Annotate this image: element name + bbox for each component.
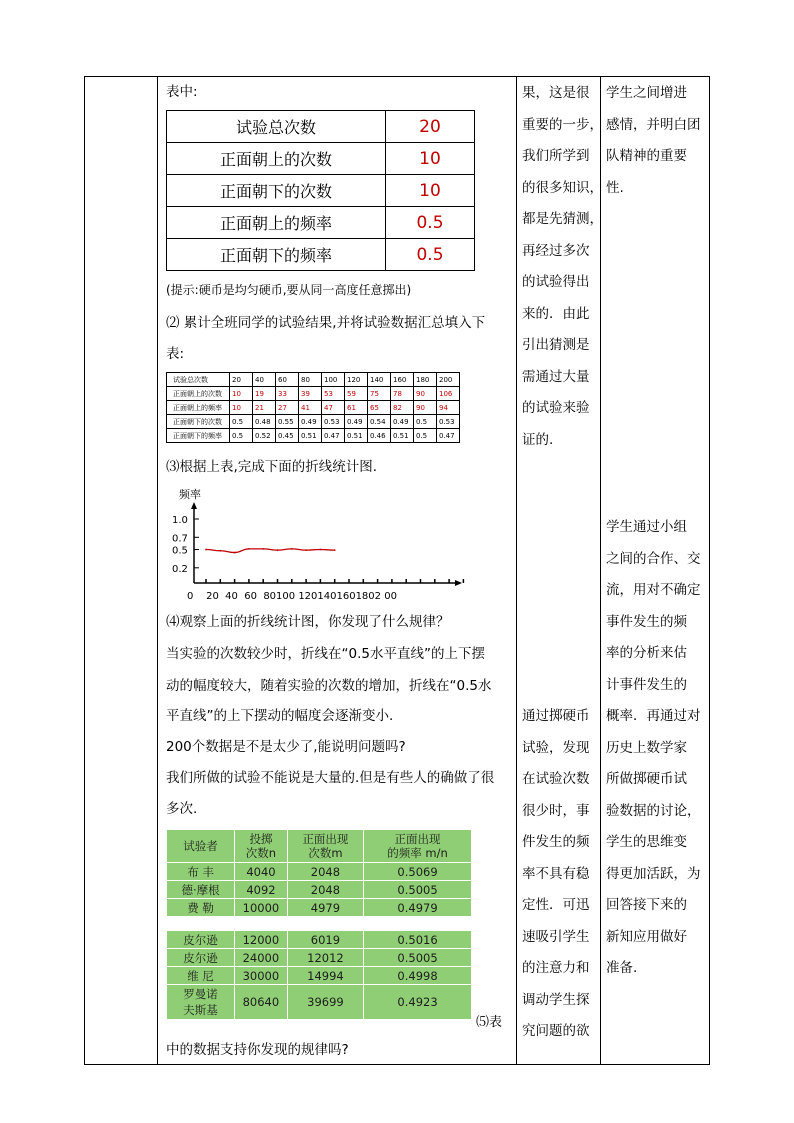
table-cell: 60 xyxy=(276,373,299,387)
table-row xyxy=(167,207,475,239)
text-line: 率不具有稳 xyxy=(522,865,590,882)
table-cell: 4979 xyxy=(287,899,363,917)
table-cell: 布 丰 xyxy=(167,863,235,881)
text-line: 再经过多次 xyxy=(522,242,590,259)
table-row xyxy=(167,863,472,881)
table-cell: 0.5 xyxy=(414,429,437,443)
text-line: 所做掷硬币试 xyxy=(606,771,687,787)
table-cell: 90 xyxy=(414,401,437,415)
text-line: 之间的合作、交 xyxy=(606,550,701,567)
text-line: 需通过大量 xyxy=(522,368,590,385)
row-label: 正面朝上的次数 xyxy=(167,387,230,401)
text-line: 的很多知识， xyxy=(522,179,603,196)
y-tick-label: 0.5 xyxy=(172,545,188,557)
table-cell: 罗曼诺 夫斯基 xyxy=(167,985,235,1020)
table-cell: 33 xyxy=(276,387,299,401)
text-line: 在试验次数 xyxy=(522,771,590,787)
data-point xyxy=(219,550,221,552)
table-cell: 正面朝下的频率 xyxy=(167,239,386,271)
table-cell: 0.49 xyxy=(299,415,322,429)
table-row xyxy=(167,429,460,443)
table-cell: 正面朝上的频率 xyxy=(167,207,386,239)
table-cell: 0.5016 xyxy=(364,931,472,949)
text-line: 学生通过小组 xyxy=(606,519,687,535)
intro-text: 表中: xyxy=(166,84,198,100)
table-cell: 12012 xyxy=(287,949,363,967)
paragraph-2: 200个数据是不是太少了,能说明问题吗? xyxy=(166,739,406,755)
text-line: 都是先猜测， xyxy=(522,211,603,227)
table-cell: 39699 xyxy=(287,985,363,1020)
table-border-left xyxy=(84,76,85,1065)
text-line: 的试验得出 xyxy=(522,274,590,290)
table-cell: 0.45 xyxy=(276,429,299,443)
question-4: ⑷观察上面的折线统计图，你发现了什么规律？ xyxy=(166,614,450,630)
table-row xyxy=(167,881,472,899)
table-cell: 20 xyxy=(386,111,475,143)
design-intent-block-2 xyxy=(522,701,590,1048)
table-cell: 10000 xyxy=(235,899,288,917)
table-cell: 47 xyxy=(322,401,345,415)
table-cell: 80 xyxy=(299,373,322,387)
table-cell: 0.53 xyxy=(437,415,460,429)
text-line: 我们所学到 xyxy=(522,148,590,164)
table-cell: 41 xyxy=(299,401,322,415)
y-tick-label: 1.0 xyxy=(172,515,188,526)
table-cell: 75 xyxy=(368,387,391,401)
text-line: 重要的一步， xyxy=(522,116,603,133)
text-line: 学生之间增进 xyxy=(606,85,687,101)
table-row xyxy=(167,143,475,175)
data-point xyxy=(305,549,307,551)
table-cell: 21 xyxy=(253,401,276,415)
text-line: 试验，发现 xyxy=(522,739,590,756)
table-bottom-border xyxy=(84,1064,710,1065)
table-cell: 94 xyxy=(437,401,460,415)
table-cell: 0.5 xyxy=(386,207,475,239)
text-line: 学生的思维变 xyxy=(606,834,687,850)
text-line: 计事件发生的 xyxy=(606,676,687,693)
text-line: 回答接下来的 xyxy=(606,897,687,913)
student-activity-block-1 xyxy=(606,78,701,204)
table-row xyxy=(167,111,475,143)
data-point xyxy=(205,549,207,551)
text-line: 定性．可迅 xyxy=(522,897,590,913)
text-line: 事件发生的频 xyxy=(606,613,687,630)
table-cell: 40 xyxy=(253,373,276,387)
paragraph-1-line1: 当实验的次数较少时，折线在“0.5水平直线”的上下摆 xyxy=(166,646,485,662)
table-cell: 4040 xyxy=(235,863,288,881)
text-line: 概率．再通过对 xyxy=(606,708,701,724)
table-cell: 0.52 xyxy=(253,429,276,443)
table-cell: 10 xyxy=(230,401,253,415)
text-line: 新知应用做好 xyxy=(606,928,687,945)
table-cell: 0.49 xyxy=(345,415,368,429)
table-cell: 0.47 xyxy=(322,429,345,443)
text-line: 件发生的频 xyxy=(522,834,590,850)
data-point xyxy=(262,548,264,550)
table-cell: 0.5 xyxy=(230,415,253,429)
table-cell: 39 xyxy=(299,387,322,401)
table-cell: 10 xyxy=(230,387,253,401)
table-row xyxy=(167,899,472,917)
table-cell: 80640 xyxy=(235,985,288,1020)
table-cell: 24000 xyxy=(235,949,288,967)
text-line: 验数据的讨论， xyxy=(606,802,701,819)
text-line: 引出猜测是 xyxy=(522,337,590,353)
design-intent-block-1 xyxy=(522,78,603,456)
table-cell: 德·摩根 xyxy=(167,881,235,899)
table-cell: 0.4979 xyxy=(364,899,472,917)
text-line: 率的分析来估 xyxy=(606,645,687,661)
table-cell: 200 xyxy=(437,373,460,387)
table-cell: 160 xyxy=(391,373,414,387)
column-divider-2 xyxy=(516,76,517,1065)
table-border-right xyxy=(709,76,710,1065)
text-line: 来的．由此 xyxy=(522,305,590,322)
column-divider-1 xyxy=(157,76,158,1065)
table-cell: 0.5005 xyxy=(364,949,472,967)
table-top-border xyxy=(84,76,710,77)
table-row xyxy=(167,387,460,401)
trial-result-table xyxy=(166,110,475,271)
paragraph-1-line2: 动的幅度较大，随着实验的次数的增加，折线在“0.5水 xyxy=(166,678,492,694)
text-line: 准备. xyxy=(606,960,638,976)
table-cell: 正面朝上的次数 xyxy=(167,143,386,175)
y-tick-label: 0.7 xyxy=(172,533,188,545)
question-2-line2: 表: xyxy=(166,346,185,362)
table-row xyxy=(167,373,460,387)
paragraph-1-line3: 平直线”的上下摆动的幅度会逐渐变小. xyxy=(166,708,394,724)
table-cell: 14994 xyxy=(287,967,363,985)
question-5-start: ⑸表 xyxy=(476,1015,503,1030)
historical-trials-table-1 xyxy=(166,829,472,917)
table-cell: 试验总次数 xyxy=(167,111,386,143)
text-line: 的注意力和 xyxy=(522,960,590,976)
table-row xyxy=(167,415,460,429)
x-axis-arrow xyxy=(455,580,462,586)
table-cell: 20 xyxy=(230,373,253,387)
historical-trials-table-2 xyxy=(166,930,472,1020)
row-label: 正面朝下的次数 xyxy=(167,415,230,429)
table-cell: 0.51 xyxy=(345,429,368,443)
table-cell: 53 xyxy=(322,387,345,401)
table-cell: 0.5005 xyxy=(364,881,472,899)
text-line: 证的. xyxy=(522,431,554,448)
text-line: 速吸引学生 xyxy=(522,928,590,945)
question-5-end: 中的数据支持你发现的规律吗? xyxy=(166,1042,349,1058)
student-activity-block-2 xyxy=(606,512,701,985)
table-cell: 27 xyxy=(276,401,299,415)
chart-title: 频率 xyxy=(179,488,201,501)
table-cell: 0.5069 xyxy=(364,863,472,881)
table-cell: 30000 xyxy=(235,967,288,985)
text-line: 的试验来验 xyxy=(522,400,590,416)
column-header: 正面出现 的频率 m/n xyxy=(364,830,472,863)
text-line: 果，这是很 xyxy=(522,85,590,101)
text-line: 感情，并明白团 xyxy=(606,116,701,133)
table-cell: 2048 xyxy=(287,881,363,899)
table-cell: 0.4923 xyxy=(364,985,472,1020)
x-tick-labels: 0 20 40 60 80100 1201401601802 00 xyxy=(187,591,397,602)
question-3: ⑶根据上表,完成下面的折线统计图. xyxy=(166,459,378,475)
table-cell: 4092 xyxy=(235,881,288,899)
table-cell: 0.5 xyxy=(386,239,475,271)
row-label: 试验总次数 xyxy=(167,373,230,387)
table-cell: 120 xyxy=(345,373,368,387)
table-cell: 0.51 xyxy=(299,429,322,443)
table-cell: 78 xyxy=(391,387,414,401)
table-cell: 0.54 xyxy=(368,415,391,429)
table-cell: 0.55 xyxy=(276,415,299,429)
table-cell: 61 xyxy=(345,401,368,415)
table-cell: 皮尔逊 xyxy=(167,949,235,967)
table-cell: 皮尔逊 xyxy=(167,931,235,949)
table-cell: 19 xyxy=(253,387,276,401)
series-line xyxy=(206,549,335,553)
table-cell: 0.49 xyxy=(391,415,414,429)
table-row xyxy=(167,985,472,1020)
table-row xyxy=(167,967,472,985)
text-line: 流，用对不确定 xyxy=(606,582,701,598)
y-axis-arrow xyxy=(191,502,197,509)
column-header: 投掷 次数n xyxy=(235,830,288,863)
data-point xyxy=(234,552,236,554)
table-cell: 0.5 xyxy=(230,429,253,443)
table-cell: 100 xyxy=(322,373,345,387)
class-summary-table xyxy=(166,372,460,443)
table-cell: 12000 xyxy=(235,931,288,949)
table-cell: 0.51 xyxy=(391,429,414,443)
table-cell: 6019 xyxy=(287,931,363,949)
table-cell: 维 尼 xyxy=(167,967,235,985)
text-line: 调动学生探 xyxy=(522,991,590,1008)
row-label: 正面朝上的频率 xyxy=(167,401,230,415)
paragraph-3-line2: 多次. xyxy=(166,801,198,817)
data-point xyxy=(320,549,322,551)
table-cell: 费 勒 xyxy=(167,899,235,917)
table-header-row xyxy=(167,830,472,863)
table-cell: 0.53 xyxy=(322,415,345,429)
y-tick-label: 0.2 xyxy=(172,563,188,575)
text-line: 历史上数学家 xyxy=(606,739,687,756)
table-cell: 0.47 xyxy=(437,429,460,443)
table-cell: 0.48 xyxy=(253,415,276,429)
hint-text: (提示:硬币是均匀硬币,要从同一高度任意掷出) xyxy=(166,283,412,297)
table-cell: 0.4998 xyxy=(364,967,472,985)
data-point xyxy=(334,549,336,551)
table-cell: 10 xyxy=(386,143,475,175)
table-cell: 0.46 xyxy=(368,429,391,443)
table-row xyxy=(167,239,475,271)
text-line: 究问题的欲 xyxy=(522,1023,590,1039)
text-line: 队精神的重要 xyxy=(606,148,687,164)
column-header: 试验者 xyxy=(167,830,235,863)
text-line: 得更加活跃，为 xyxy=(606,865,701,882)
column-header: 正面出现 次数m xyxy=(287,830,363,863)
table-cell: 59 xyxy=(345,387,368,401)
text-line: 通过掷硬币 xyxy=(522,708,590,724)
table-row xyxy=(167,931,472,949)
data-point xyxy=(277,549,279,551)
table-cell: 10 xyxy=(386,175,475,207)
table-cell: 106 xyxy=(437,387,460,401)
table-cell: 2048 xyxy=(287,863,363,881)
table-row xyxy=(167,401,460,415)
data-point xyxy=(248,548,250,550)
table-cell: 90 xyxy=(414,387,437,401)
text-line: 很少时，事 xyxy=(522,802,590,819)
frequency-line-chart xyxy=(166,482,466,604)
text-line: 性. xyxy=(606,179,624,196)
table-row xyxy=(167,949,472,967)
table-cell: 82 xyxy=(391,401,414,415)
table-cell: 140 xyxy=(368,373,391,387)
question-2-line1: ⑵ 累计全班同学的试验结果,并将试验数据汇总填入下 xyxy=(166,315,486,331)
row-label: 正面朝下的频率 xyxy=(167,429,230,443)
table-row xyxy=(167,175,475,207)
table-cell: 0.5 xyxy=(414,415,437,429)
data-point xyxy=(291,548,293,550)
table-cell: 正面朝下的次数 xyxy=(167,175,386,207)
paragraph-3-line1: 我们所做的试验不能说是大量的.但是有些人的确做了很 xyxy=(166,770,495,786)
table-cell: 180 xyxy=(414,373,437,387)
table-cell: 65 xyxy=(368,401,391,415)
